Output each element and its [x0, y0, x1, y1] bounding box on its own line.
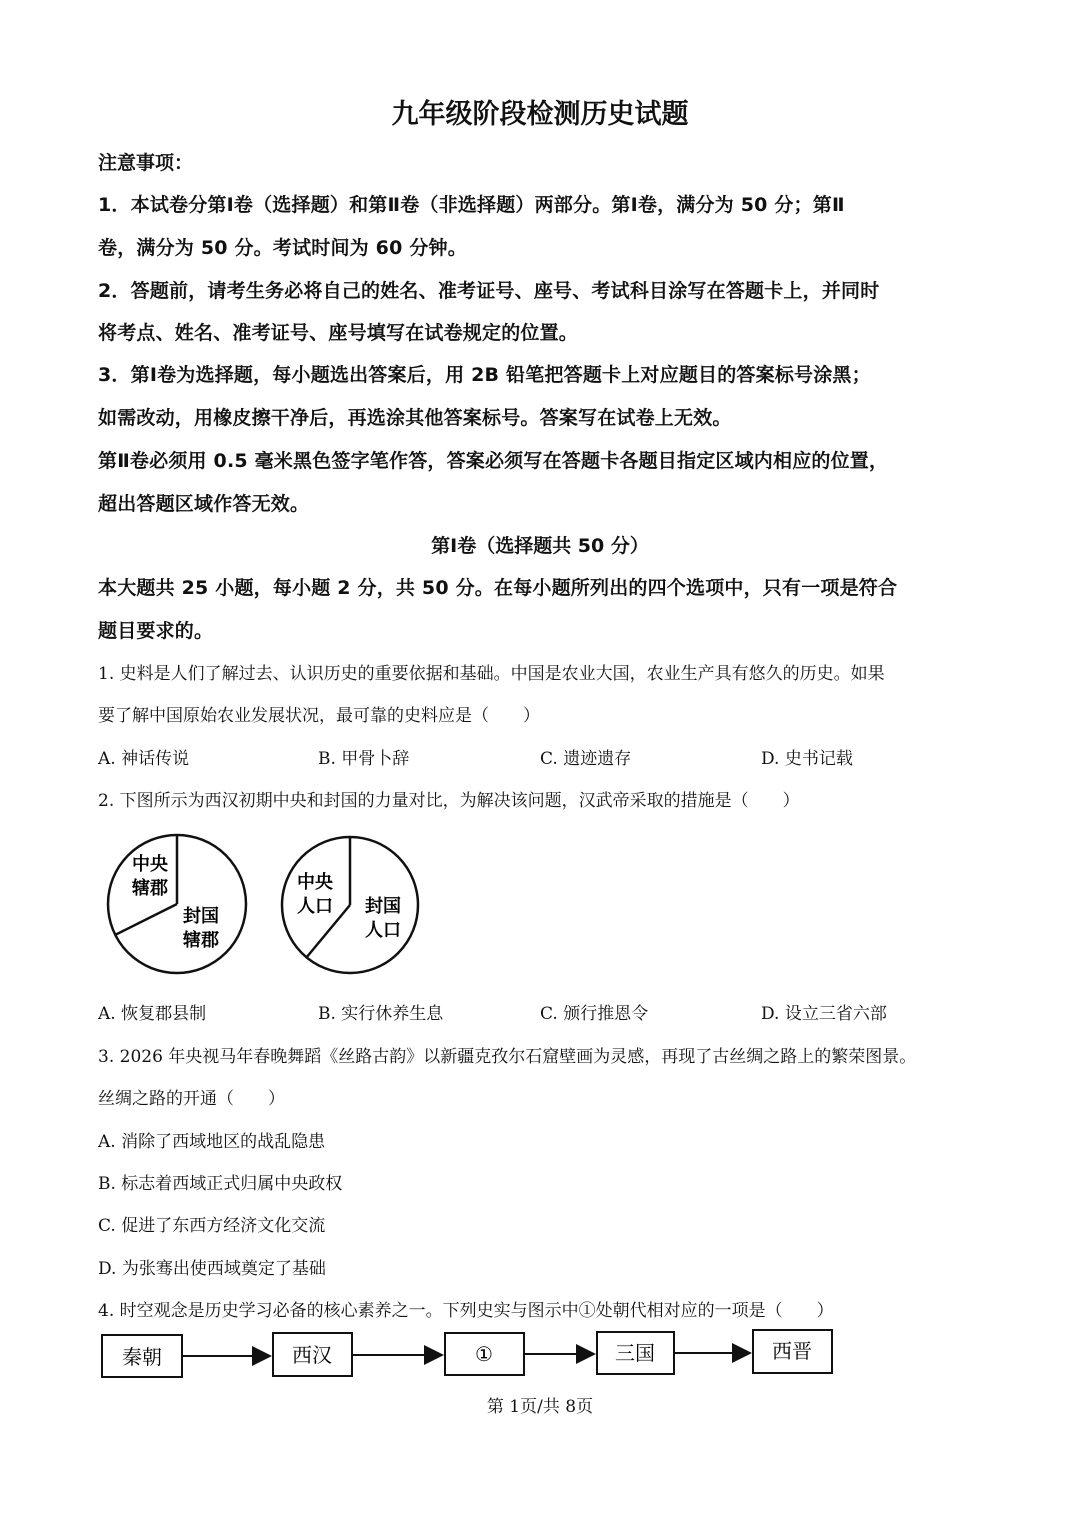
flow-label-blank: ①: [475, 1342, 493, 1366]
pie-population: [282, 837, 418, 973]
question-2-option-a[interactable]: A. 恢复郡县制: [98, 1004, 207, 1024]
notice-line: 超出答题区域作答无效。: [98, 493, 310, 515]
pie-population-label: 人口: [297, 896, 333, 917]
notice-line: 如需改动，用橡皮擦干净后，再选涂其他答案标号。答案写在试卷上无效。: [98, 407, 732, 429]
page-footer: 第 1页/共 8页: [486, 1397, 594, 1417]
question-1-stem: 要了解中国原始农业发展状况，最可靠的史料应是（ ）: [98, 706, 540, 726]
notice-line: 将考点、姓名、准考证号、座号填写在试卷规定的位置。: [98, 322, 579, 344]
notice-line: 1．本试卷分第Ⅰ卷（选择题）和第Ⅱ卷（非选择题）两部分。第Ⅰ卷，满分为 50 分；第Ⅱ: [98, 194, 845, 216]
pie-population-label: 人口: [365, 920, 401, 941]
flow-label-qin: 秦朝: [122, 1345, 162, 1369]
question-1-option-c[interactable]: C. 遗迹遗存: [540, 749, 632, 769]
question-3-stem: 3. 2026 年央视马年春晚舞蹈《丝路古韵》以新疆克孜尔石窟壁画为灵感，再现了古丝绸之路上的繁荣图景。: [98, 1047, 917, 1067]
notice-heading: 注意事项：: [98, 152, 194, 174]
pie-territory-label: 封国: [183, 906, 219, 927]
pie-territory-label: 辖郡: [132, 878, 168, 899]
question-2-option-b[interactable]: B. 实行休养生息: [318, 1004, 444, 1024]
flow-label-western-jin: 西晋: [772, 1339, 812, 1363]
question-1-stem: 1. 史料是人们了解过去、认识历史的重要依据和基础。中国是农业大国，农业生产具有悠久的历史。如果: [98, 664, 885, 684]
flow-label-western-han: 西汉: [292, 1343, 332, 1367]
page-title: 九年级阶段检测历史试题: [391, 99, 689, 130]
question-4-stem: 4. 时空观念是历史学习必备的核心素养之一。下列史实与图示中①处朝代相对应的一项是（ ）: [98, 1301, 834, 1321]
question-1-option-d[interactable]: D. 史书记载: [761, 749, 853, 769]
question-4-dynasty-flow: [98, 1328, 838, 1384]
pie-territory-divider: [115, 904, 177, 935]
section-instruction: 题目要求的。: [98, 620, 214, 642]
question-2-pie-charts: [100, 832, 440, 982]
question-2-stem: 2. 下图所示为西汉初期中央和封国的力量对比，为解决该问题，汉武帝采取的措施是（ ）: [98, 791, 800, 811]
pie-territory: [108, 835, 246, 973]
question-3-option-b[interactable]: B. 标志着西域正式归属中央政权: [98, 1174, 343, 1194]
question-2-option-c[interactable]: C. 颁行推恩令: [540, 1004, 649, 1024]
notice-line: 3．第Ⅰ卷为选择题，每小题选出答案后，用 2B 铅笔把答题卡上对应题目的答案标号涂黑；: [98, 364, 871, 386]
notice-line: 卷，满分为 50 分。考试时间为 60 分钟。: [98, 237, 467, 259]
question-3-option-c[interactable]: C. 促进了东西方经济文化交流: [98, 1216, 326, 1236]
section-title: 第Ⅰ卷（选择题共 50 分）: [431, 535, 649, 557]
question-1-option-b[interactable]: B. 甲骨卜辞: [318, 749, 410, 769]
question-2-option-d[interactable]: D. 设立三省六部: [761, 1004, 887, 1024]
question-3-option-a[interactable]: A. 消除了西域地区的战乱隐患: [98, 1132, 326, 1152]
pie-population-label: 中央: [297, 872, 333, 893]
section-instruction: 本大题共 25 小题，每小题 2 分，共 50 分。在每小题所列出的四个选项中，只有一项是符合: [98, 577, 898, 599]
notice-line: 第Ⅱ卷必须用 0.5 毫米黑色签字笔作答，答案必须写在答题卡各题目指定区域内相应的位置，: [98, 450, 889, 472]
pie-territory-label: 辖郡: [183, 930, 219, 951]
question-1-option-a[interactable]: A. 神话传说: [98, 749, 190, 769]
pie-territory-label: 中央: [132, 854, 168, 875]
notice-line: 2．答题前，请考生务必将自己的姓名、准考证号、座号、考试科目涂写在答题卡上，并同时: [98, 280, 880, 302]
pie-population-label: 封国: [365, 896, 401, 917]
question-3-stem: 丝绸之路的开通（ ）: [98, 1089, 285, 1109]
question-3-option-d[interactable]: D. 为张骞出使西域奠定了基础: [98, 1259, 326, 1279]
flow-label-three-kingdoms: 三国: [615, 1341, 655, 1365]
